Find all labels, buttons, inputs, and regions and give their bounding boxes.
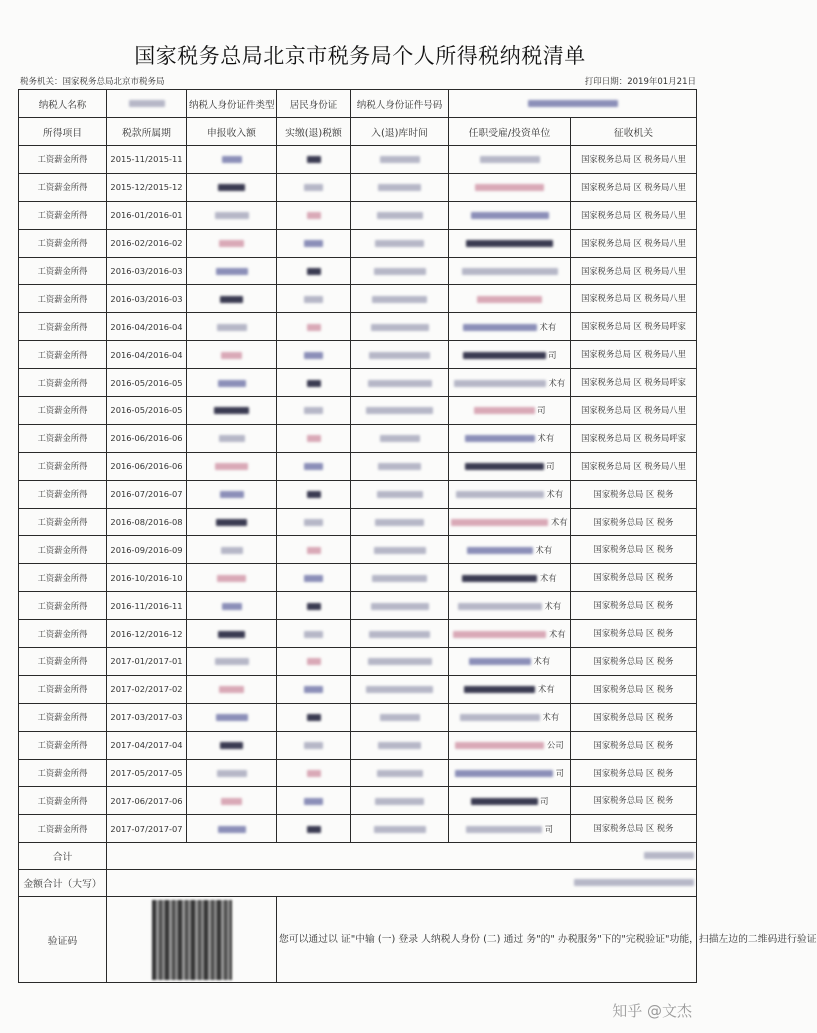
tax-office: 国家税务总局 区 税务	[571, 564, 697, 592]
tax-period: 2016-04/2016-04	[107, 341, 187, 369]
employer-suffix: 术有	[546, 489, 564, 500]
employer-suffix: 术有	[538, 684, 555, 695]
storage-time	[351, 173, 449, 201]
declared-income	[187, 536, 277, 564]
income-item: 工资薪金所得	[19, 397, 107, 425]
employer	[449, 173, 571, 201]
table-row	[19, 369, 697, 397]
tax-period: 2017-07/2017-07	[107, 815, 187, 843]
table-row	[19, 173, 697, 201]
declared-income	[187, 452, 277, 480]
declared-income	[187, 675, 277, 703]
table-row	[19, 675, 697, 703]
income-item: 工资薪金所得	[19, 759, 107, 787]
employer-suffix: 术有	[544, 600, 562, 611]
tax-office: 国家税务总局 区 税务	[571, 731, 697, 759]
total-row	[19, 843, 697, 870]
storage-time	[351, 480, 449, 508]
tax-period: 2016-07/2016-07	[107, 480, 187, 508]
declared-income	[187, 508, 277, 536]
storage-time	[351, 229, 449, 257]
declared-income	[187, 201, 277, 229]
tax-office: 国家税务总局 区 税务局八里	[571, 341, 697, 369]
table-row	[19, 229, 697, 257]
employer	[449, 285, 571, 313]
tax-office: 国家税务总局 区 税务局八里	[571, 397, 697, 425]
income-item: 工资薪金所得	[19, 508, 107, 536]
total-label: 合计	[19, 843, 107, 870]
table-row	[19, 759, 697, 787]
employer	[449, 620, 571, 648]
col-header: 申报收入额	[187, 118, 277, 146]
tax-office: 国家税务总局 区 税务	[571, 787, 697, 815]
column-header-row	[19, 118, 697, 146]
employer	[449, 229, 571, 257]
employer	[449, 341, 571, 369]
declared-income	[187, 146, 277, 174]
table-row	[19, 480, 697, 508]
employer	[449, 201, 571, 229]
col-header: 入(退)库时间	[351, 118, 449, 146]
tax-office: 国家税务总局 区 税务局呼家	[571, 369, 697, 397]
col-header: 实缴(退)税额	[277, 118, 351, 146]
declared-income	[187, 424, 277, 452]
tax-paid	[277, 759, 351, 787]
tax-office-label: 税务机关：国家税务总局北京市税务局	[20, 77, 165, 87]
employer-suffix: 司	[555, 768, 564, 779]
table-row	[19, 815, 697, 843]
tax-paid	[277, 146, 351, 174]
employer	[449, 146, 571, 174]
id-number-label: 纳税人身份证件号码	[351, 90, 449, 118]
declared-income	[187, 257, 277, 285]
tax-office: 国家税务总局 区 税务局八里	[571, 452, 697, 480]
tax-office: 国家税务总局 区 税务局八里	[571, 257, 697, 285]
qr-code[interactable]	[107, 897, 277, 983]
tax-office: 国家税务总局 区 税务局八里	[571, 201, 697, 229]
declared-income	[187, 285, 277, 313]
income-item: 工资薪金所得	[19, 787, 107, 815]
tax-office: 国家税务总局 区 税务	[571, 703, 697, 731]
tax-paid	[277, 452, 351, 480]
tax-period: 2016-05/2016-05	[107, 397, 187, 425]
employer-suffix: 司	[548, 349, 557, 360]
employer	[449, 536, 571, 564]
tax-period: 2015-11/2015-11	[107, 146, 187, 174]
taxpayer-name-value	[107, 90, 187, 118]
tax-period: 2016-04/2016-04	[107, 313, 187, 341]
income-item: 工资薪金所得	[19, 648, 107, 676]
total-value	[107, 843, 697, 870]
tax-paid	[277, 341, 351, 369]
tax-office: 国家税务总局 区 税务	[571, 536, 697, 564]
tax-period: 2016-03/2016-03	[107, 285, 187, 313]
qr-code-icon	[152, 900, 232, 980]
tax-period: 2016-02/2016-02	[107, 229, 187, 257]
storage-time	[351, 285, 449, 313]
income-item: 工资薪金所得	[19, 173, 107, 201]
tax-paid	[277, 592, 351, 620]
employer	[449, 564, 571, 592]
tax-office: 国家税务总局 区 税务	[571, 759, 697, 787]
declared-income	[187, 229, 277, 257]
employer-suffix: 司	[544, 823, 553, 834]
declared-income	[187, 397, 277, 425]
employer	[449, 313, 571, 341]
income-item: 工资薪金所得	[19, 341, 107, 369]
tax-office: 国家税务总局 区 税务局八里	[571, 285, 697, 313]
taxpayer-row	[19, 90, 697, 118]
employer-suffix: 术有	[540, 572, 557, 583]
tax-period: 2017-01/2017-01	[107, 648, 187, 676]
storage-time	[351, 620, 449, 648]
income-item: 工资薪金所得	[19, 452, 107, 480]
storage-time	[351, 397, 449, 425]
income-item: 工资薪金所得	[19, 564, 107, 592]
employer-suffix: 术有	[535, 544, 553, 555]
employer	[449, 452, 571, 480]
storage-time	[351, 703, 449, 731]
tax-office: 国家税务总局 区 税务	[571, 508, 697, 536]
tax-period: 2016-03/2016-03	[107, 257, 187, 285]
income-item: 工资薪金所得	[19, 815, 107, 843]
storage-time	[351, 731, 449, 759]
storage-time	[351, 787, 449, 815]
income-item: 工资薪金所得	[19, 620, 107, 648]
table-row	[19, 201, 697, 229]
tax-paid	[277, 703, 351, 731]
storage-time	[351, 592, 449, 620]
employer	[449, 731, 571, 759]
tax-paid	[277, 201, 351, 229]
declared-income	[187, 369, 277, 397]
tax-office: 国家税务总局 区 税务	[571, 592, 697, 620]
table-row	[19, 146, 697, 174]
employer	[449, 592, 571, 620]
id-number-value	[449, 90, 697, 118]
tax-paid	[277, 257, 351, 285]
tax-paid	[277, 536, 351, 564]
tax-period: 2016-06/2016-06	[107, 424, 187, 452]
col-header: 所得项目	[19, 118, 107, 146]
tax-paid	[277, 731, 351, 759]
tax-paid	[277, 397, 351, 425]
tax-period: 2016-12/2016-12	[107, 620, 187, 648]
income-item: 工资薪金所得	[19, 675, 107, 703]
storage-time	[351, 564, 449, 592]
employer	[449, 703, 571, 731]
employer	[449, 369, 571, 397]
declared-income	[187, 648, 277, 676]
tax-office: 国家税务总局 区 税务局八里	[571, 146, 697, 174]
document-title: 国家税务总局北京市税务局个人所得税纳税清单	[134, 44, 586, 68]
table-row	[19, 424, 697, 452]
employer	[449, 815, 571, 843]
table-row	[19, 592, 697, 620]
income-item: 工资薪金所得	[19, 369, 107, 397]
tax-period: 2016-09/2016-09	[107, 536, 187, 564]
tax-paid	[277, 285, 351, 313]
employer-suffix: 司	[546, 461, 555, 472]
tax-office: 国家税务总局 区 税务	[571, 815, 697, 843]
declared-income	[187, 703, 277, 731]
table-row	[19, 620, 697, 648]
employer	[449, 424, 571, 452]
col-header: 任职受雇/投资单位	[449, 118, 571, 146]
table-row	[19, 508, 697, 536]
employer-suffix: 术有	[548, 377, 566, 388]
income-item: 工资薪金所得	[19, 731, 107, 759]
verify-instructions: 您可以通过以 证"中输 (一) 登录 人纳税人身份 (二) 通过 务"的" 办税服务"下的"完税验证"功能，扫描左边的二维码进行验证	[277, 897, 697, 983]
storage-time	[351, 648, 449, 676]
employer	[449, 648, 571, 676]
tax-period: 2016-01/2016-01	[107, 201, 187, 229]
id-type-value: 居民身份证	[277, 90, 351, 118]
storage-time	[351, 815, 449, 843]
tax-period: 2015-12/2015-12	[107, 173, 187, 201]
tax-paid	[277, 173, 351, 201]
table-row	[19, 564, 697, 592]
employer-suffix: 术有	[542, 712, 560, 723]
tax-paid	[277, 564, 351, 592]
tax-paid	[277, 675, 351, 703]
storage-time	[351, 536, 449, 564]
tax-paid	[277, 369, 351, 397]
table-row	[19, 731, 697, 759]
employer	[449, 508, 571, 536]
tax-paid	[277, 787, 351, 815]
tax-paid	[277, 313, 351, 341]
table-row	[19, 313, 697, 341]
employer-suffix: 术有	[551, 517, 568, 528]
total-words-label: 金额合计（大写）	[19, 870, 107, 897]
employer	[449, 257, 571, 285]
watermark: 知乎 @文杰	[612, 1002, 692, 1020]
declared-income	[187, 620, 277, 648]
tax-paid	[277, 424, 351, 452]
tax-period: 2016-06/2016-06	[107, 452, 187, 480]
col-header: 税款所属期	[107, 118, 187, 146]
print-date-label: 打印日期：2019年01月21日	[584, 77, 696, 87]
tax-list-table	[18, 89, 817, 983]
tax-paid	[277, 480, 351, 508]
taxpayer-name-label: 纳税人名称	[19, 90, 107, 118]
table-row	[19, 397, 697, 425]
income-item: 工资薪金所得	[19, 536, 107, 564]
tax-period: 2017-04/2017-04	[107, 731, 187, 759]
col-header: 征收机关	[571, 118, 697, 146]
total-words-value	[107, 870, 697, 897]
tax-paid	[277, 229, 351, 257]
tax-office: 国家税务总局 区 税务局八里	[571, 229, 697, 257]
income-item: 工资薪金所得	[19, 313, 107, 341]
storage-time	[351, 146, 449, 174]
storage-time	[351, 452, 449, 480]
tax-paid	[277, 620, 351, 648]
declared-income	[187, 815, 277, 843]
employer-suffix: 术有	[533, 656, 551, 667]
employer-suffix: 司	[540, 795, 549, 806]
table-row	[19, 452, 697, 480]
storage-time	[351, 508, 449, 536]
tax-office: 国家税务总局 区 税务局呼家	[571, 424, 697, 452]
tax-period: 2017-05/2017-05	[107, 759, 187, 787]
tax-office: 国家税务总局 区 税务局八里	[571, 173, 697, 201]
tax-period: 2016-11/2016-11	[107, 592, 187, 620]
tax-office: 国家税务总局 区 税务局呼家	[571, 313, 697, 341]
employer-suffix: 术有	[537, 433, 555, 444]
employer	[449, 675, 571, 703]
income-item: 工资薪金所得	[19, 201, 107, 229]
storage-time	[351, 201, 449, 229]
employer	[449, 397, 571, 425]
employer-suffix: 司	[537, 405, 546, 416]
table-row	[19, 257, 697, 285]
total-words-row	[19, 870, 697, 897]
storage-time	[351, 675, 449, 703]
declared-income	[187, 173, 277, 201]
storage-time	[351, 369, 449, 397]
employer-suffix: 术有	[539, 321, 557, 332]
table-row	[19, 787, 697, 815]
tax-office: 国家税务总局 区 税务	[571, 620, 697, 648]
income-item: 工资薪金所得	[19, 257, 107, 285]
storage-time	[351, 424, 449, 452]
storage-time	[351, 313, 449, 341]
table-row	[19, 341, 697, 369]
tax-office: 国家税务总局 区 税务	[571, 648, 697, 676]
income-item: 工资薪金所得	[19, 592, 107, 620]
verify-row	[19, 897, 697, 983]
tax-period: 2016-08/2016-08	[107, 508, 187, 536]
income-item: 工资薪金所得	[19, 285, 107, 313]
income-item: 工资薪金所得	[19, 424, 107, 452]
employer	[449, 480, 571, 508]
declared-income	[187, 787, 277, 815]
tax-paid	[277, 815, 351, 843]
declared-income	[187, 731, 277, 759]
tax-period: 2016-10/2016-10	[107, 564, 187, 592]
tax-period: 2017-03/2017-03	[107, 703, 187, 731]
table-row	[19, 703, 697, 731]
tax-period: 2017-02/2017-02	[107, 675, 187, 703]
employer-suffix: 公司	[547, 740, 564, 751]
table-row	[19, 648, 697, 676]
employer	[449, 759, 571, 787]
declared-income	[187, 564, 277, 592]
employer	[449, 787, 571, 815]
declared-income	[187, 313, 277, 341]
income-item: 工资薪金所得	[19, 229, 107, 257]
income-item: 工资薪金所得	[19, 703, 107, 731]
income-item: 工资薪金所得	[19, 146, 107, 174]
tax-paid	[277, 508, 351, 536]
verify-label: 验证码	[19, 897, 107, 983]
table-row	[19, 285, 697, 313]
id-type-label: 纳税人身份证件类型	[187, 90, 277, 118]
tax-paid	[277, 648, 351, 676]
storage-time	[351, 759, 449, 787]
tax-period: 2016-05/2016-05	[107, 369, 187, 397]
declared-income	[187, 592, 277, 620]
storage-time	[351, 257, 449, 285]
tax-office: 国家税务总局 区 税务	[571, 480, 697, 508]
employer-suffix: 术有	[549, 628, 566, 639]
storage-time	[351, 341, 449, 369]
income-item: 工资薪金所得	[19, 480, 107, 508]
declared-income	[187, 341, 277, 369]
table-row	[19, 536, 697, 564]
tax-period: 2017-06/2017-06	[107, 787, 187, 815]
declared-income	[187, 480, 277, 508]
tax-office: 国家税务总局 区 税务	[571, 675, 697, 703]
declared-income	[187, 759, 277, 787]
